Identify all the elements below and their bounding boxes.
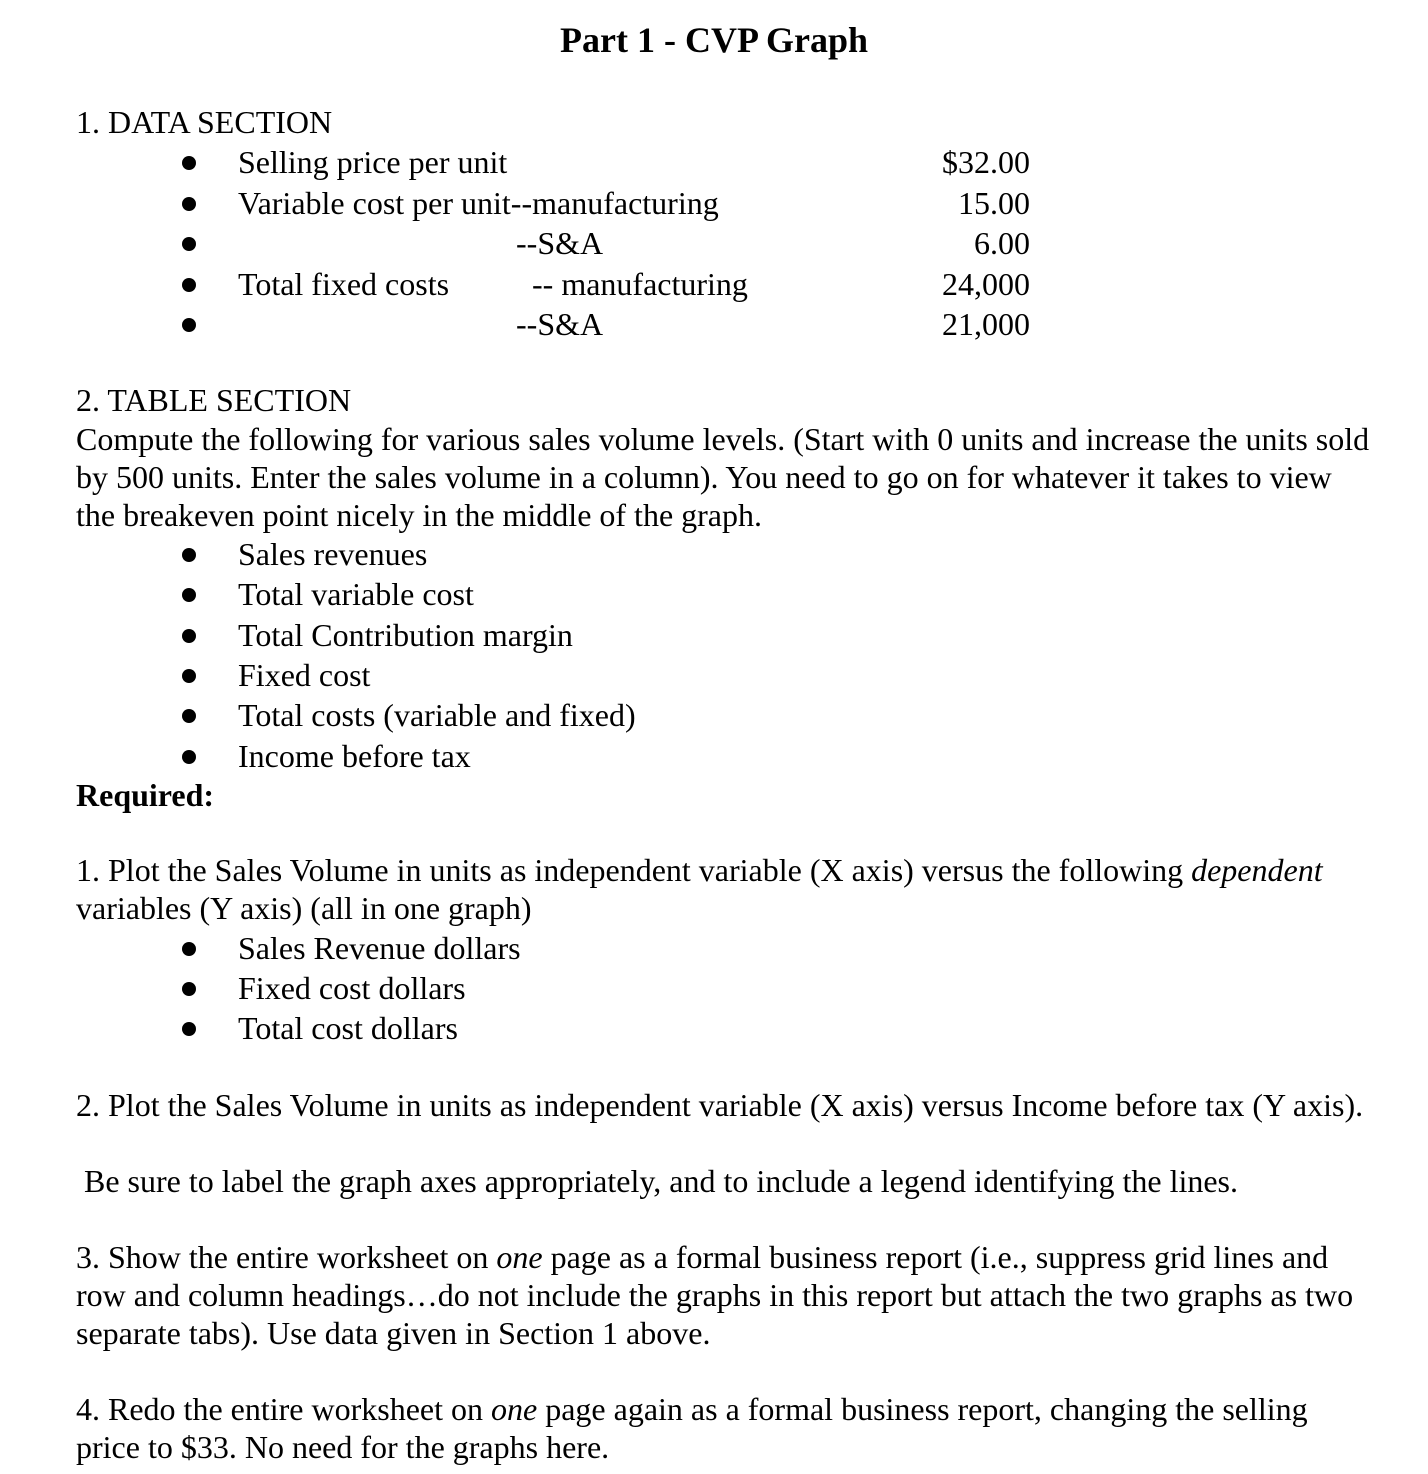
required-item-4 xyxy=(76,1390,1376,1466)
bullet-icon xyxy=(182,1022,196,1036)
required-4-emphasis: one xyxy=(491,1391,538,1427)
data-row-value: $32.00 xyxy=(942,144,1030,180)
bullet-icon xyxy=(182,669,196,683)
required-3-emphasis: one xyxy=(496,1239,543,1275)
bullet-icon xyxy=(182,197,196,211)
list-item-label: Total variable cost xyxy=(238,576,474,612)
data-row-value: 15.00 xyxy=(958,185,1030,221)
bullet-icon xyxy=(182,318,196,332)
bullet-icon xyxy=(182,709,196,723)
bullet-icon xyxy=(182,548,196,562)
list-item-label: Sales Revenue dollars xyxy=(238,930,521,966)
required-4-text-end: page again as a formal business report, changing the selling price to $33. No need for the graphs here. xyxy=(76,1391,1308,1465)
required-item-1 xyxy=(76,851,1376,927)
data-row-sublabel: -- manufacturing xyxy=(532,266,748,302)
data-row-sublabel: --S&A xyxy=(516,306,604,342)
required-4-text: 4. Redo the entire worksheet on xyxy=(76,1391,491,1427)
list-item-label: Total costs (variable and fixed) xyxy=(238,697,636,733)
required-item-3 xyxy=(76,1238,1376,1352)
bullet-icon xyxy=(182,629,196,643)
bullet-icon xyxy=(182,750,196,764)
list-item-label: Income before tax xyxy=(238,738,471,774)
data-row-label: Variable cost per unit--manufacturing xyxy=(238,185,719,221)
data-row-value: 6.00 xyxy=(974,225,1030,261)
page-title: Part 1 - CVP Graph xyxy=(560,20,868,60)
data-row-label: Total fixed costs xyxy=(238,266,450,302)
bullet-icon xyxy=(182,982,196,996)
required-3-text-end: page as a formal business report (i.e., suppress grid lines and row and column headings…do not include the graphs in this report but attach the two graphs as two separate tabs). Use data given in Section 1 above. xyxy=(76,1239,1354,1351)
list-item-label: Sales revenues xyxy=(238,536,428,572)
data-row-sublabel: --S&A xyxy=(516,225,604,261)
list-item-label: Total Contribution margin xyxy=(238,617,573,653)
bullet-icon xyxy=(182,942,196,956)
table-section-heading: 2. TABLE SECTION xyxy=(76,382,352,418)
required-item-2: 2. Plot the Sales Volume in units as independent variable (X axis) versus Income before tax (Y axis). xyxy=(76,1087,1364,1123)
required-1-emphasis: dependent xyxy=(1191,852,1323,888)
bullet-icon xyxy=(182,278,196,292)
data-row-value: 24,000 xyxy=(942,266,1030,302)
bullet-icon xyxy=(182,588,196,602)
list-item-label: Fixed cost dollars xyxy=(238,970,466,1006)
required-item-2-note: Be sure to label the graph axes appropriately, and to include a legend identifying the lines. xyxy=(84,1163,1238,1199)
bullet-icon xyxy=(182,156,196,170)
required-1-text-end: variables (Y axis) (all in one graph) xyxy=(76,890,532,926)
data-row-value: 21,000 xyxy=(942,306,1030,342)
bullet-icon xyxy=(182,237,196,251)
required-3-text: 3. Show the entire worksheet on xyxy=(76,1239,497,1275)
required-heading: Required: xyxy=(76,777,215,813)
list-item-label: Fixed cost xyxy=(238,657,371,693)
table-section-paragraph: Compute the following for various sales volume levels. (Start with 0 units and increase the units sold by 500 units. Enter the sales volume in a column). You need to go on for whatever it takes to view the breakeven point nicely in the middle of the graph. xyxy=(76,421,1370,533)
list-item-label: Total cost dollars xyxy=(238,1010,458,1046)
data-section-heading: 1. DATA SECTION xyxy=(76,104,333,140)
data-row-label: Selling price per unit xyxy=(238,144,508,180)
required-1-text: 1. Plot the Sales Volume in units as independent variable (X axis) versus the following xyxy=(76,852,1192,888)
